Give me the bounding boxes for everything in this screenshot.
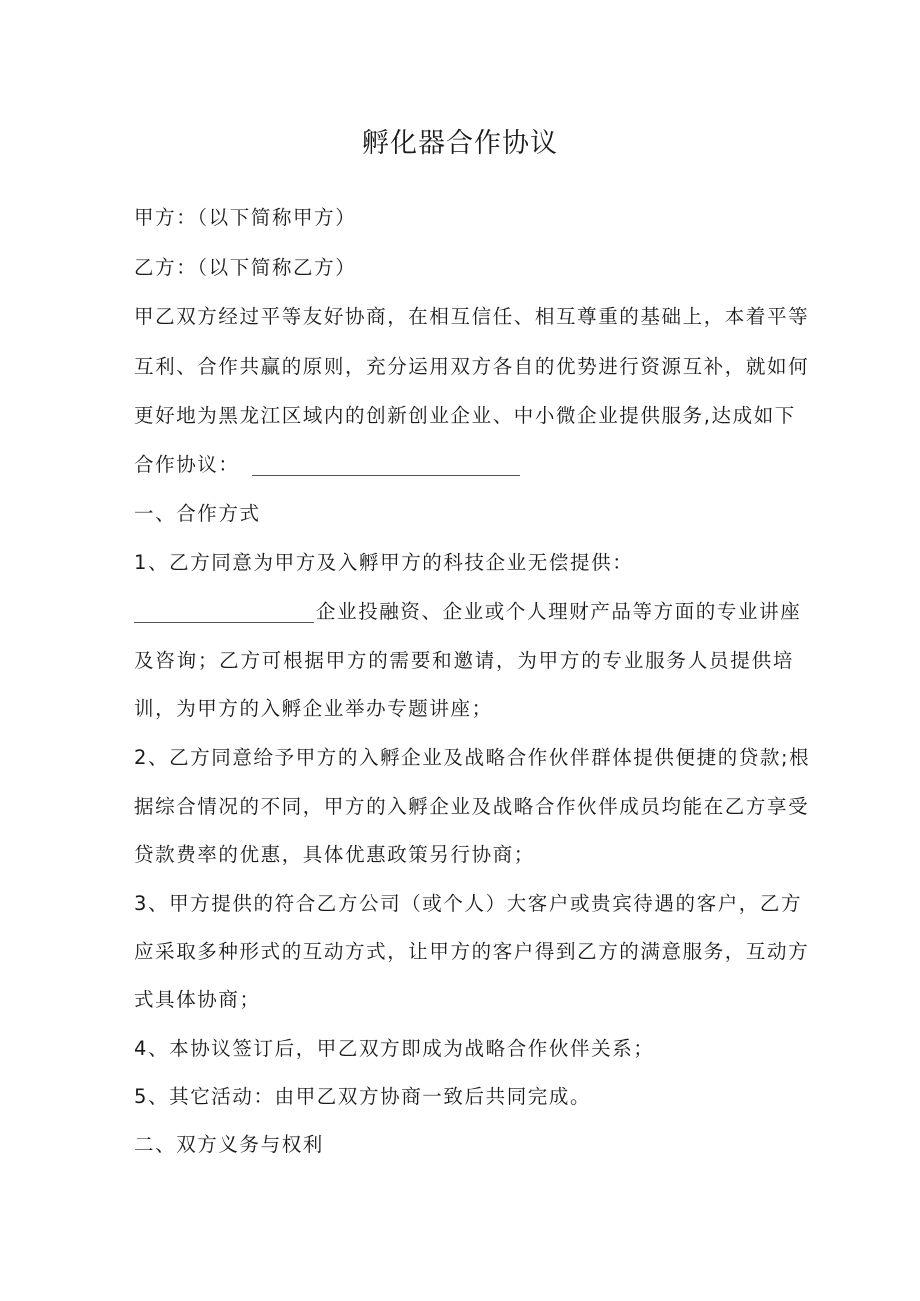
document-title: 孵化器合作协议 <box>362 128 558 159</box>
item-1-line-2 <box>134 597 802 627</box>
intro-line-3: 更好地为黑龙江区域内的创新创业企业、中小微企业提供服务,达成如下 <box>134 404 796 427</box>
section-1-heading: 一、合作方式 <box>134 502 261 525</box>
item-1-line-2-text: 企业投融资、企业或个人理财产品等方面的专业讲座 <box>316 600 802 623</box>
item-1-line-4: 训，为甲方的入孵企业举办专题讲座； <box>134 697 493 720</box>
party-a-line: 甲方：（以下简称甲方） <box>134 206 357 229</box>
item-3-line-3: 式具体协商； <box>134 988 261 1011</box>
item-3-line-2: 应采取多种形式的互动方式，让甲方的客户得到乙方的满意服务，互动方 <box>134 940 810 963</box>
item-5-line: 5、其它活动：由甲乙双方协商一致后共同完成。 <box>134 1085 592 1108</box>
item-1-line-3: 及咨询；乙方可根据甲方的需要和邀请，为甲方的专业服务人员提供培 <box>134 649 794 672</box>
item-2-line-3: 贷款费率的优惠，具体优惠政策另行协商； <box>134 843 535 866</box>
intro-line-4 <box>134 450 794 480</box>
fill-in-blank[interactable] <box>134 600 314 623</box>
fill-in-blank[interactable] <box>252 453 520 476</box>
item-2-line-2: 据综合情况的不同，甲方的入孵企业及战略合作伙伴成员均能在乙方享受 <box>134 795 810 818</box>
item-3-line-1: 3、甲方提供的符合乙方公司（或个人）大客户或贵宾待遇的客户，乙方 <box>134 892 803 915</box>
item-1-line-1: 1、乙方同意为甲方及入孵甲方的科技企业无偿提供： <box>134 551 634 574</box>
item-4-line: 4、本协议签订后，甲乙双方即成为战略合作伙伴关系； <box>134 1037 655 1060</box>
intro-line-4-text: 合作协议： <box>134 453 240 476</box>
intro-line-2: 互利、合作共赢的原则，充分运用双方各自的优势进行资源互补，就如何 <box>134 355 810 378</box>
item-2-line-1: 2、乙方同意给予甲方的入孵企业及战略合作伙伴群体提供便捷的贷款;根 <box>134 746 811 769</box>
section-2-heading: 二、双方义务与权利 <box>134 1133 324 1156</box>
party-b-line: 乙方：（以下简称乙方） <box>134 256 357 279</box>
intro-line-1: 甲乙双方经过平等友好协商，在相互信任、相互尊重的基础上，本着平等 <box>134 305 810 328</box>
